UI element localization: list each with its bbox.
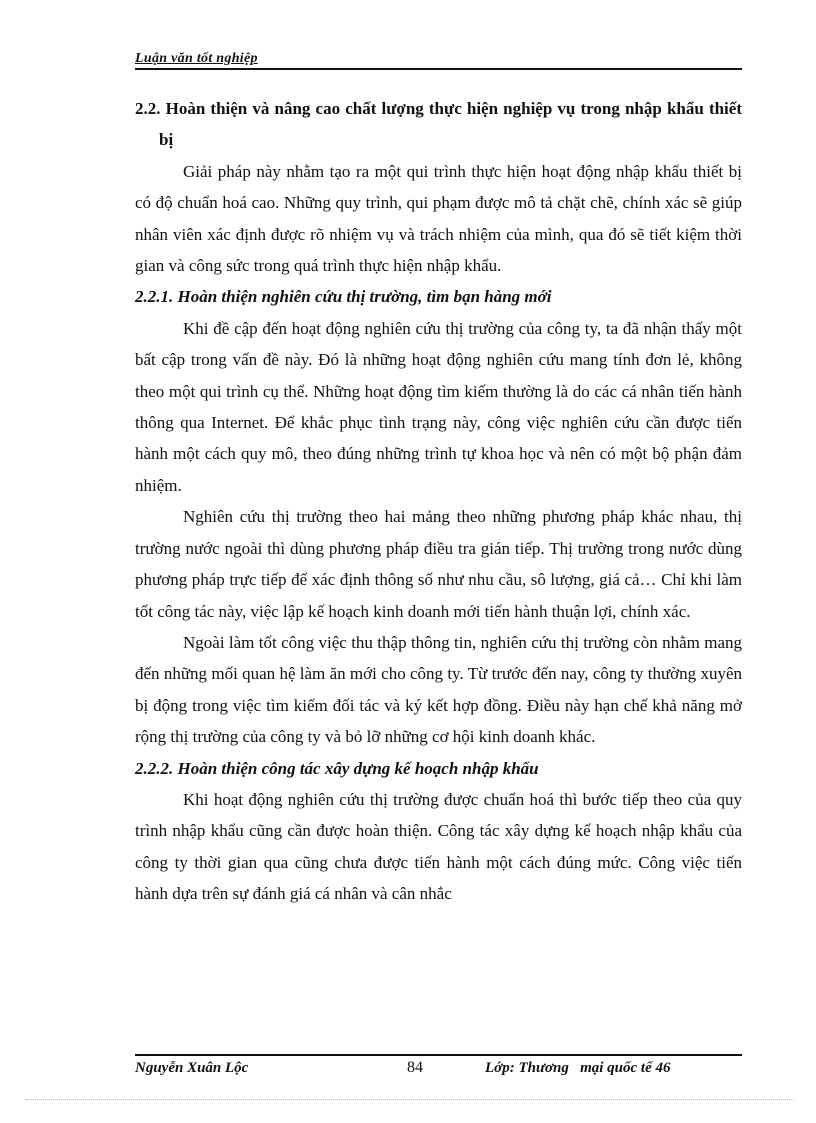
page-footer: [135, 1054, 742, 1082]
paragraph: Khi đề cập đến hoạt động nghiên cứu thị trường của công ty, ta đã nhận thấy một bất cập trong vấn đề này. Đó là những hoạt động nghiên cứu mang tính đơn lẻ, không theo một qui trình cụ thể. Những hoạt động tìm kiếm thường là do các cá nhân tiến hành thông qua Internet. Để khắc phục tình trạng này, công việc nghiên cứu cần được tiến hành một cách quy mô, theo đúng những trình tự khoa học và nên có một bộ phận đảm nhiệm.: [135, 318, 742, 495]
section-heading-2-2: 2.2. Hoàn thiện và nâng cao chất lượng thực hiện nghiệp vụ trong nhập khẩu thiết bị: [135, 99, 742, 150]
section-heading-2-2-2: 2.2.2. Hoàn thiện công tác xây dựng kế hoạch nhập khẩu: [135, 758, 539, 778]
page-bottom-divider: [26, 1099, 794, 1100]
paragraph: Khi hoạt động nghiên cứu thị trường được chuẩn hoá thì bước tiếp theo của quy trình nhập khẩu cũng cần được hoàn thiện. Công tác xây dựng kế hoạch nhập khẩu của công ty thời gian qua cũng chưa được tiến hành một cách đúng mức. Công việc tiến hành dựa trên sự đánh giá cá nhân và cân nhắc: [135, 789, 742, 904]
page-content: [135, 93, 742, 910]
paragraph: Giải pháp này nhằm tạo ra một qui trình thực hiện hoạt động nhập khẩu thiết bị có độ chuẩn hoá cao. Những quy trình, qui phạm được mô tả chặt chẽ, chính xác sẽ giúp nhân viên xác định được rõ nhiệm vụ và trách nhiệm của mình, qua đó sẽ tiết kiệm thời gian và công sức trong quá trình thực hiện nhập khẩu.: [135, 161, 742, 276]
section-heading-2-2-1: 2.2.1. Hoàn thiện nghiên cứu thị trường, tìm bạn hàng mới: [135, 287, 552, 307]
page-number: 84: [407, 1059, 423, 1076]
paragraph: Nghiên cứu thị trường theo hai mảng theo những phương pháp khác nhau, thị trường nước ngoài thì dùng phương pháp điều tra gián tiếp. Thị trường trong nước dùng phương pháp trực tiếp để xác định thông số như nhu cầu, sô lượng, giá cả… Chỉ khi làm tốt công tác này, việc lập kế hoạch kinh doanh mới tiến hành thuận lợi, chính xác.: [135, 507, 742, 621]
footer-class-label: Lớp: Thương mại quốc tế 46: [485, 1060, 671, 1076]
paragraph: Ngoài làm tốt công việc thu thập thông tin, nghiên cứu thị trường còn nhằm mang đến những mối quan hệ làm ăn mới cho công ty. Từ trước đến nay, công ty thường xuyên bị động trong việc tìm kiếm đối tác và ký kết hợp đồng. Điều này hạn chế khả năng mở rộng thị trường của công ty và bỏ lỡ những cơ hội kinh doanh khác.: [135, 632, 742, 747]
page-header: [135, 48, 742, 70]
footer-author: Nguyễn Xuân Lộc: [135, 1060, 249, 1076]
header-title: Luận văn tốt nghiệp: [135, 51, 258, 66]
